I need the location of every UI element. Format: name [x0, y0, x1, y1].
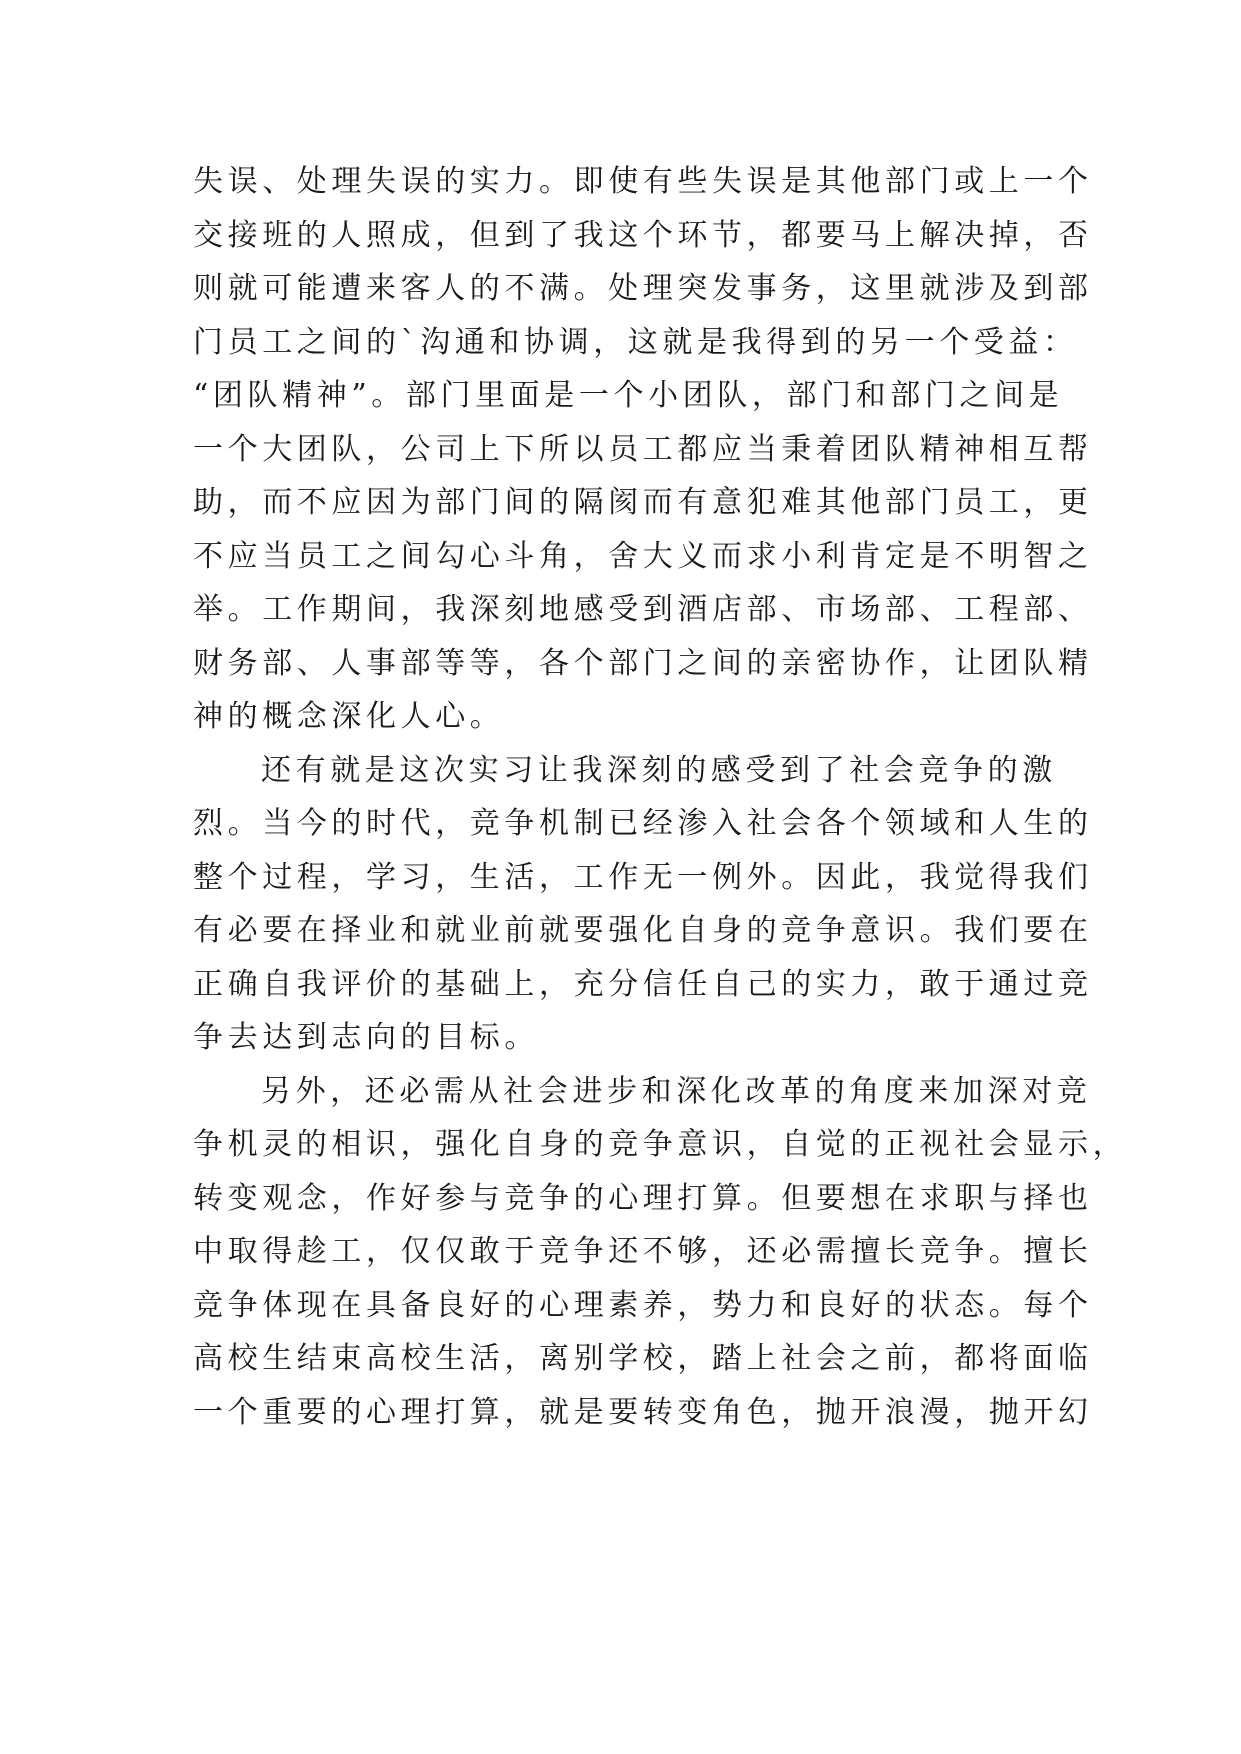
text-line: 中取得趁工，仅仅敢于竞争还不够，还必需擅长竞争。擅长 — [193, 1234, 1093, 1269]
text-line: 助，而不应因为部门间的隔阂而有意犯难其他部门员工，更 — [193, 485, 1093, 520]
paragraph-3 — [193, 1065, 1128, 1440]
text-line: 争去达到志向的目标。 — [193, 1020, 539, 1055]
paragraph-2 — [193, 744, 1093, 1065]
text-line: 神的概念深化人心。 — [193, 699, 505, 734]
text-line: 一个重要的心理打算，就是要转变角色，抛开浪漫，抛开幻 — [193, 1394, 1093, 1430]
text-line: 失误、处理失误的实力。即使有些失误是其他部门或上一个 — [193, 164, 1093, 199]
text-line: 举。工作期间，我深刻地感受到酒店部、市场部、工程部、 — [193, 592, 1093, 627]
text-line: 转变观念，作好参与竞争的心理打算。但要想在求职与择也 — [193, 1180, 1093, 1216]
text-line: 交接班的人照成，但到了我这个环节，都要马上解决掉，否 — [193, 217, 1093, 253]
text-line-indented: 另外，还必需从社会进步和深化改革的角度来加深对竞 — [261, 1073, 1092, 1109]
text-line: 则就可能遭来客人的不满。处理突发事务，这里就涉及到部 — [193, 271, 1093, 306]
text-line: 有必要在择业和就业前就要强化自身的竞争意识。我们要在 — [193, 913, 1093, 948]
document-body — [193, 155, 1128, 1439]
text-line-indented: 还有就是这次实习让我深刻的感受到了社会竞争的激 — [261, 752, 1057, 788]
text-line: 门员工之间的`沟通和协调，这就是我得到的另一个受益： — [193, 324, 1078, 360]
text-line: 竞争体现在具备良好的心理素养，势力和良好的状态。每个 — [193, 1287, 1093, 1323]
text-line: 烈。当今的时代，竞争机制已经渗入社会各个领域和人生的 — [193, 806, 1093, 841]
text-line: 争机灵的相识，强化自身的竞争意识，自觉的正视社会显示， — [193, 1127, 1128, 1162]
text-line: 不应当员工之间勾心斗角，舍大义而求小利肯定是不明智之 — [193, 538, 1093, 574]
paragraph-1 — [193, 155, 1093, 744]
text-line: “团队精神”。部门里面是一个小团队，部门和部门之间是 — [193, 378, 1064, 413]
text-line: 整个过程，学习，生活，工作无一例外。因此，我觉得我们 — [193, 859, 1093, 895]
text-line: 一个大团队，公司上下所以员工都应当秉着团队精神相互帮 — [193, 431, 1093, 467]
text-line: 财务部、人事部等等，各个部门之间的亲密协作，让团队精 — [193, 645, 1093, 681]
text-line: 正确自我评价的基础上，充分信任自己的实力，敢于通过竞 — [193, 966, 1093, 1002]
text-line: 高校生结束高校生活，离别学校，踏上社会之前，都将面临 — [193, 1341, 1093, 1376]
